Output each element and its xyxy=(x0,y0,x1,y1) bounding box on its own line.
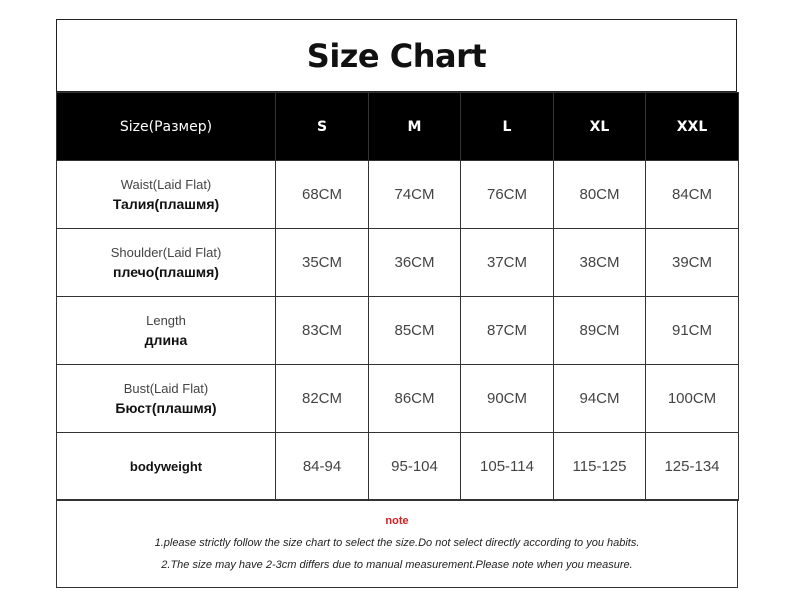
table-cell: 35CM xyxy=(276,229,369,297)
table-cell: 91CM xyxy=(646,297,739,365)
row-label-ru: длина xyxy=(144,332,188,348)
table-cell: 115-125 xyxy=(554,433,646,501)
table-cell: 36CM xyxy=(369,229,461,297)
table-cell: 76CM xyxy=(461,161,554,229)
row-label-ru: Бюст(плашмя) xyxy=(115,400,217,416)
table-cell: 125-134 xyxy=(646,433,739,501)
table-row xyxy=(57,229,739,297)
table-cell: 89CM xyxy=(554,297,646,365)
title-box xyxy=(56,19,737,92)
row-label-en: Shoulder(Laid Flat) xyxy=(110,245,222,260)
table-row xyxy=(57,365,739,433)
table-cell: 82CM xyxy=(276,365,369,433)
table-cell: 83CM xyxy=(276,297,369,365)
row-label-en: Waist(Laid Flat) xyxy=(120,177,212,192)
table-cell: 85CM xyxy=(369,297,461,365)
row-label-waist xyxy=(57,161,276,229)
size-header-xl: XL xyxy=(554,93,646,161)
note-line-2: 2.The size may have 2-3cm differs due to manual measurement.Please note when you measure. xyxy=(161,559,633,571)
size-label-header: Size(Размер) xyxy=(57,93,276,161)
row-label-bodyweight xyxy=(57,433,276,501)
page-title: Size Chart xyxy=(306,36,487,75)
header-row xyxy=(57,93,739,161)
table-cell: 105-114 xyxy=(461,433,554,501)
row-label-en: Length xyxy=(146,313,186,328)
note-line-1: 1.please strictly follow the size chart to select the size.Do not select directly according to you habits. xyxy=(154,537,640,549)
row-label-en: Bust(Laid Flat) xyxy=(123,381,209,396)
size-header-s: S xyxy=(276,93,369,161)
row-label-ru: Талия(плашмя) xyxy=(112,196,220,212)
table-cell: 100CM xyxy=(646,365,739,433)
size-header-xxl: XXL xyxy=(646,93,739,161)
row-label-length xyxy=(57,297,276,365)
table-row xyxy=(57,161,739,229)
table-cell: 80CM xyxy=(554,161,646,229)
table-cell: 87CM xyxy=(461,297,554,365)
note-box xyxy=(56,499,738,588)
row-label-ru: плечо(плашмя) xyxy=(113,264,219,280)
table-cell: 68CM xyxy=(276,161,369,229)
table-cell: 37CM xyxy=(461,229,554,297)
table-cell: 84-94 xyxy=(276,433,369,501)
size-header-m: M xyxy=(369,93,461,161)
size-table xyxy=(56,92,739,501)
row-label-bust xyxy=(57,365,276,433)
table-cell: 74CM xyxy=(369,161,461,229)
table-cell: 39CM xyxy=(646,229,739,297)
table-row xyxy=(57,297,739,365)
table-cell: 84CM xyxy=(646,161,739,229)
table-row xyxy=(57,433,739,501)
table-cell: 95-104 xyxy=(369,433,461,501)
row-label-en: bodyweight xyxy=(129,459,203,474)
size-header-l: L xyxy=(461,93,554,161)
table-cell: 94CM xyxy=(554,365,646,433)
row-label-shoulder xyxy=(57,229,276,297)
table-cell: 38CM xyxy=(554,229,646,297)
table-cell: 86CM xyxy=(369,365,461,433)
note-title: note xyxy=(385,515,409,527)
table-cell: 90CM xyxy=(461,365,554,433)
